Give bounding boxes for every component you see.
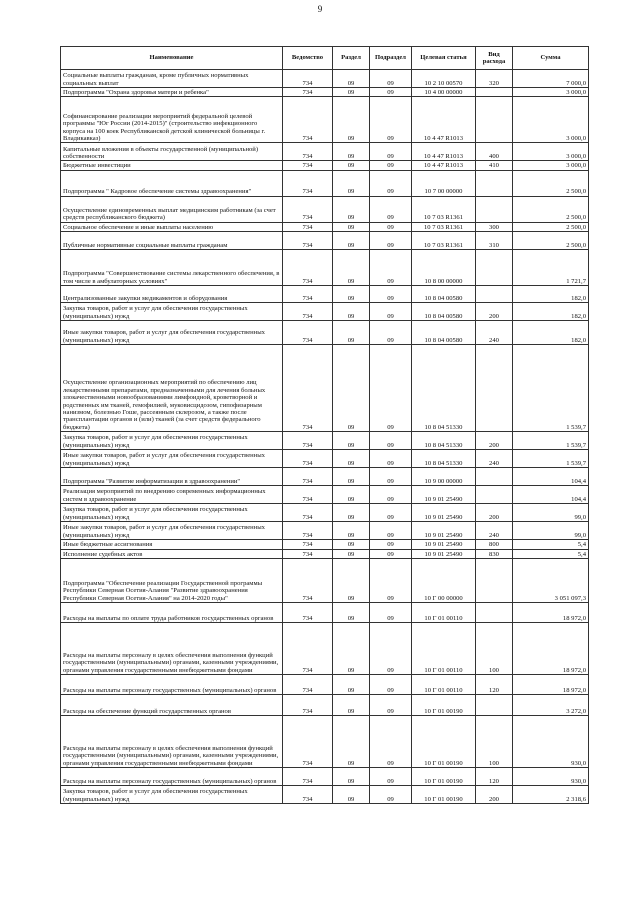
cell-name: Подпрограмма "Развитие информатизации в здравоохранении" xyxy=(61,468,283,486)
cell-subsection: 09 xyxy=(370,450,412,468)
table-row xyxy=(61,161,589,170)
cell-expense-type xyxy=(476,559,513,603)
cell-amount: 2 500,0 xyxy=(513,170,589,196)
cell-subsection: 09 xyxy=(370,232,412,250)
cell-subsection: 09 xyxy=(370,623,412,675)
cell-department: 734 xyxy=(283,549,333,558)
cell-subsection: 09 xyxy=(370,321,412,345)
cell-department: 734 xyxy=(283,486,333,504)
cell-expense-type: 240 xyxy=(476,522,513,540)
cell-name: Расходы на обеспечение функций государственных органов xyxy=(61,695,283,716)
cell-target-item: 10 9 00 00000 xyxy=(412,468,476,486)
cell-target-item: 10 8 04 00580 xyxy=(412,321,476,345)
cell-amount: 104,4 xyxy=(513,468,589,486)
table-row xyxy=(61,250,589,286)
cell-amount: 930,0 xyxy=(513,768,589,786)
cell-department: 734 xyxy=(283,603,333,623)
cell-name: Расходы на выплаты персоналу государственных (муниципальных) органов xyxy=(61,768,283,786)
cell-section: 09 xyxy=(333,540,370,549)
cell-department: 734 xyxy=(283,232,333,250)
cell-section: 09 xyxy=(333,675,370,695)
table-row xyxy=(61,716,589,768)
col-header-amount: Сумма xyxy=(513,47,589,70)
cell-expense-type xyxy=(476,695,513,716)
table-row xyxy=(61,222,589,231)
cell-section: 09 xyxy=(333,450,370,468)
table-row xyxy=(61,559,589,603)
table-row xyxy=(61,170,589,196)
cell-subsection: 09 xyxy=(370,768,412,786)
cell-department: 734 xyxy=(283,222,333,231)
cell-name: Расходы на выплаты по оплате труда работников государственных органов xyxy=(61,603,283,623)
cell-department: 734 xyxy=(283,161,333,170)
cell-section: 09 xyxy=(333,88,370,97)
table-row xyxy=(61,143,589,161)
cell-subsection: 09 xyxy=(370,522,412,540)
cell-section: 09 xyxy=(333,522,370,540)
table-row xyxy=(61,549,589,558)
table-row xyxy=(61,675,589,695)
cell-amount: 5,4 xyxy=(513,549,589,558)
cell-expense-type xyxy=(476,170,513,196)
cell-amount: 104,4 xyxy=(513,486,589,504)
cell-subsection: 09 xyxy=(370,559,412,603)
cell-target-item: 10 Г 01 00110 xyxy=(412,675,476,695)
cell-subsection: 09 xyxy=(370,716,412,768)
cell-name: Бюджетные инвестиции xyxy=(61,161,283,170)
cell-department: 734 xyxy=(283,286,333,303)
cell-expense-type: 240 xyxy=(476,321,513,345)
cell-section: 09 xyxy=(333,321,370,345)
cell-target-item: 10 Г 01 00110 xyxy=(412,603,476,623)
cell-amount: 2 500,0 xyxy=(513,232,589,250)
table-row xyxy=(61,97,589,143)
cell-name: Софинансирование реализации мероприятий федеральной целевой программы "Юг России (2014-2015)" (строительство инфекционного корпуса на 100 коек Республиканской детской клинической больницы г. Владикавказ) xyxy=(61,97,283,143)
table-row xyxy=(61,286,589,303)
cell-target-item: 10 8 04 51330 xyxy=(412,432,476,450)
cell-subsection: 09 xyxy=(370,161,412,170)
cell-section: 09 xyxy=(333,97,370,143)
page-number: 9 xyxy=(317,4,323,14)
cell-section: 09 xyxy=(333,232,370,250)
cell-amount: 1 539,7 xyxy=(513,450,589,468)
cell-subsection: 09 xyxy=(370,250,412,286)
cell-amount: 930,0 xyxy=(513,716,589,768)
cell-target-item: 10 Г 01 00190 xyxy=(412,786,476,804)
cell-department: 734 xyxy=(283,559,333,603)
cell-subsection: 09 xyxy=(370,70,412,88)
cell-subsection: 09 xyxy=(370,345,412,432)
table-row xyxy=(61,196,589,222)
cell-target-item: 10 Г 01 00190 xyxy=(412,768,476,786)
cell-department: 734 xyxy=(283,540,333,549)
cell-expense-type: 200 xyxy=(476,786,513,804)
cell-expense-type: 120 xyxy=(476,768,513,786)
cell-subsection: 09 xyxy=(370,504,412,522)
cell-target-item: 10 4 00 00000 xyxy=(412,88,476,97)
cell-subsection: 09 xyxy=(370,222,412,231)
col-header-expense-type: Вид расхода xyxy=(476,47,513,70)
cell-expense-type xyxy=(476,250,513,286)
cell-section: 09 xyxy=(333,549,370,558)
cell-department: 734 xyxy=(283,675,333,695)
cell-department: 734 xyxy=(283,70,333,88)
cell-expense-type xyxy=(476,468,513,486)
cell-expense-type xyxy=(476,486,513,504)
cell-expense-type: 120 xyxy=(476,675,513,695)
cell-target-item: 10 8 04 51330 xyxy=(412,450,476,468)
cell-amount: 2 500,0 xyxy=(513,196,589,222)
cell-name: Подпрограмма " Кадровое обеспечение системы здравоохранения" xyxy=(61,170,283,196)
cell-section: 09 xyxy=(333,250,370,286)
cell-amount: 3 051 097,3 xyxy=(513,559,589,603)
cell-subsection: 09 xyxy=(370,97,412,143)
cell-subsection: 09 xyxy=(370,303,412,321)
cell-subsection: 09 xyxy=(370,143,412,161)
cell-target-item: 10 4 47 R1013 xyxy=(412,161,476,170)
cell-expense-type xyxy=(476,345,513,432)
table-row xyxy=(61,786,589,804)
cell-name: Социальное обеспечение и иные выплаты населению xyxy=(61,222,283,231)
cell-expense-type: 830 xyxy=(476,549,513,558)
table-row xyxy=(61,70,589,88)
cell-amount: 1 721,7 xyxy=(513,250,589,286)
table-row xyxy=(61,522,589,540)
cell-department: 734 xyxy=(283,143,333,161)
cell-amount: 1 539,7 xyxy=(513,432,589,450)
cell-target-item: 10 7 03 R1361 xyxy=(412,222,476,231)
cell-subsection: 09 xyxy=(370,695,412,716)
cell-name: Закупка товаров, работ и услуг для обеспечения государственных (муниципальных) нужд xyxy=(61,504,283,522)
table-row xyxy=(61,232,589,250)
cell-department: 734 xyxy=(283,623,333,675)
budget-table xyxy=(60,46,589,804)
cell-department: 734 xyxy=(283,695,333,716)
cell-department: 734 xyxy=(283,97,333,143)
cell-amount: 3 000,0 xyxy=(513,97,589,143)
cell-amount: 3 000,0 xyxy=(513,88,589,97)
cell-expense-type: 200 xyxy=(476,504,513,522)
table-row xyxy=(61,450,589,468)
cell-subsection: 09 xyxy=(370,486,412,504)
cell-expense-type: 800 xyxy=(476,540,513,549)
cell-amount: 99,0 xyxy=(513,504,589,522)
cell-amount: 1 539,7 xyxy=(513,345,589,432)
cell-name: Иные бюджетные ассигнования xyxy=(61,540,283,549)
table-row xyxy=(61,540,589,549)
cell-name: Централизованные закупки медикаментов и оборудования xyxy=(61,286,283,303)
cell-expense-type xyxy=(476,603,513,623)
cell-target-item: 10 8 04 51330 xyxy=(412,345,476,432)
cell-department: 734 xyxy=(283,196,333,222)
cell-expense-type: 100 xyxy=(476,623,513,675)
cell-section: 09 xyxy=(333,70,370,88)
cell-target-item: 10 2 10 00570 xyxy=(412,70,476,88)
cell-section: 09 xyxy=(333,196,370,222)
cell-name: Реализация мероприятий по внедрению современных информационных систем в здравоохранение xyxy=(61,486,283,504)
cell-amount: 18 972,0 xyxy=(513,603,589,623)
cell-target-item: 10 4 47 R1013 xyxy=(412,97,476,143)
cell-amount: 2 318,6 xyxy=(513,786,589,804)
cell-expense-type: 300 xyxy=(476,222,513,231)
cell-expense-type xyxy=(476,286,513,303)
cell-amount: 2 500,0 xyxy=(513,222,589,231)
cell-department: 734 xyxy=(283,504,333,522)
table-row xyxy=(61,504,589,522)
cell-subsection: 09 xyxy=(370,170,412,196)
col-header-name: Наименование xyxy=(61,47,283,70)
cell-section: 09 xyxy=(333,143,370,161)
cell-target-item: 10 Г 00 00000 xyxy=(412,559,476,603)
cell-amount: 18 972,0 xyxy=(513,675,589,695)
cell-section: 09 xyxy=(333,286,370,303)
cell-section: 09 xyxy=(333,432,370,450)
cell-target-item: 10 Г 01 00190 xyxy=(412,716,476,768)
cell-name: Иные закупки товаров, работ и услуг для обеспечения государственных (муниципальных) нужд xyxy=(61,522,283,540)
cell-subsection: 09 xyxy=(370,603,412,623)
cell-name: Иные закупки товаров, работ и услуг для обеспечения государственных (муниципальных) нужд xyxy=(61,321,283,345)
cell-expense-type: 320 xyxy=(476,70,513,88)
table-row xyxy=(61,603,589,623)
cell-section: 09 xyxy=(333,486,370,504)
cell-amount: 18 972,0 xyxy=(513,623,589,675)
cell-amount: 3 000,0 xyxy=(513,143,589,161)
cell-subsection: 09 xyxy=(370,468,412,486)
table-row xyxy=(61,303,589,321)
cell-section: 09 xyxy=(333,695,370,716)
cell-department: 734 xyxy=(283,321,333,345)
cell-target-item: 10 8 04 00580 xyxy=(412,303,476,321)
table-row xyxy=(61,88,589,97)
cell-subsection: 09 xyxy=(370,196,412,222)
cell-target-item: 10 7 03 R1361 xyxy=(412,196,476,222)
table-row xyxy=(61,623,589,675)
cell-expense-type xyxy=(476,88,513,97)
cell-section: 09 xyxy=(333,161,370,170)
cell-amount: 182,0 xyxy=(513,303,589,321)
cell-target-item: 10 7 03 R1361 xyxy=(412,232,476,250)
cell-subsection: 09 xyxy=(370,88,412,97)
cell-expense-type: 240 xyxy=(476,450,513,468)
cell-name: Капитальные вложения в объекты государственной (муниципальной) собственности xyxy=(61,143,283,161)
cell-name: Осуществление организационных мероприятий по обеспечению лиц лекарственными препаратами, предназначенными для лечения больных злокачественными новообразованиями лимфоидной, кроветворной и родственных им тканей, гемофилией, муковисцидозом, гипофизарным нанизмом, болезнью Гоше, рассеянным склерозом, а также после трансплантации органов и (или) тканей (за счет средств федерального бюджета) xyxy=(61,345,283,432)
table-row xyxy=(61,768,589,786)
cell-subsection: 09 xyxy=(370,675,412,695)
col-header-target-item: Целевая статья xyxy=(412,47,476,70)
table-body xyxy=(61,70,589,804)
cell-name: Расходы на выплаты персоналу в целях обеспечения выполнения функций государственными (муниципальными) органами, казенными учреждениями, органами управления государственными внебюджетными фондами xyxy=(61,623,283,675)
cell-name: Подпрограмма "Обеспечение реализации Государственной программы Республики Северная Осетия-Алания "Развитие здравоохранения Республики Северная Осетия-Алания" на 2014-2020 годы" xyxy=(61,559,283,603)
cell-expense-type: 400 xyxy=(476,143,513,161)
cell-section: 09 xyxy=(333,768,370,786)
cell-expense-type: 410 xyxy=(476,161,513,170)
cell-department: 734 xyxy=(283,432,333,450)
cell-expense-type xyxy=(476,97,513,143)
cell-target-item: 10 8 04 00580 xyxy=(412,286,476,303)
cell-amount: 3 000,0 xyxy=(513,161,589,170)
cell-department: 734 xyxy=(283,250,333,286)
cell-amount: 182,0 xyxy=(513,321,589,345)
cell-name: Публичные нормативные социальные выплаты гражданам xyxy=(61,232,283,250)
cell-target-item: 10 Г 01 00110 xyxy=(412,623,476,675)
cell-expense-type: 310 xyxy=(476,232,513,250)
table-row xyxy=(61,432,589,450)
cell-target-item: 10 9 01 25490 xyxy=(412,522,476,540)
cell-name: Расходы на выплаты персоналу в целях обеспечения выполнения функций государственными (муниципальными) органами, казенными учреждениями, органами управления государственными внебюджетными фондами xyxy=(61,716,283,768)
cell-amount: 7 000,0 xyxy=(513,70,589,88)
cell-amount: 5,4 xyxy=(513,540,589,549)
col-header-subsection: Подраздел xyxy=(370,47,412,70)
cell-target-item: 10 4 47 R1013 xyxy=(412,143,476,161)
table-header-row xyxy=(61,47,589,70)
col-header-department: Ведомство xyxy=(283,47,333,70)
cell-amount: 182,0 xyxy=(513,286,589,303)
cell-department: 734 xyxy=(283,522,333,540)
cell-name: Подпрограмма "Совершенствование системы лекарственного обеспечения, в том числе в амбулаторных условиях" xyxy=(61,250,283,286)
cell-department: 734 xyxy=(283,450,333,468)
table-row xyxy=(61,486,589,504)
cell-amount: 99,0 xyxy=(513,522,589,540)
cell-target-item: 10 9 01 25490 xyxy=(412,486,476,504)
cell-section: 09 xyxy=(333,603,370,623)
cell-section: 09 xyxy=(333,786,370,804)
cell-subsection: 09 xyxy=(370,549,412,558)
cell-expense-type: 200 xyxy=(476,432,513,450)
cell-section: 09 xyxy=(333,716,370,768)
cell-name: Закупка товаров, работ и услуг для обеспечения государственных (муниципальных) нужд xyxy=(61,432,283,450)
cell-department: 734 xyxy=(283,768,333,786)
cell-department: 734 xyxy=(283,170,333,196)
cell-name: Подпрограмма "Охрана здоровья матери и ребенка" xyxy=(61,88,283,97)
cell-expense-type: 100 xyxy=(476,716,513,768)
cell-name: Закупка товаров, работ и услуг для обеспечения государственных (муниципальных) нужд xyxy=(61,786,283,804)
cell-subsection: 09 xyxy=(370,786,412,804)
cell-target-item: 10 7 00 00000 xyxy=(412,170,476,196)
cell-name: Осуществление единовременных выплат медицинским работникам (за счет средств республиканского бюджета) xyxy=(61,196,283,222)
cell-target-item: 10 8 00 00000 xyxy=(412,250,476,286)
cell-section: 09 xyxy=(333,222,370,231)
cell-name: Исполнение судебных актов xyxy=(61,549,283,558)
cell-name: Закупка товаров, работ и услуг для обеспечения государственных (муниципальных) нужд xyxy=(61,303,283,321)
cell-section: 09 xyxy=(333,623,370,675)
cell-subsection: 09 xyxy=(370,540,412,549)
cell-target-item: 10 Г 01 00190 xyxy=(412,695,476,716)
cell-department: 734 xyxy=(283,786,333,804)
cell-section: 09 xyxy=(333,170,370,196)
cell-department: 734 xyxy=(283,345,333,432)
table-row xyxy=(61,695,589,716)
cell-section: 09 xyxy=(333,303,370,321)
cell-subsection: 09 xyxy=(370,286,412,303)
cell-section: 09 xyxy=(333,559,370,603)
cell-department: 734 xyxy=(283,88,333,97)
cell-target-item: 10 9 01 25490 xyxy=(412,540,476,549)
cell-expense-type: 200 xyxy=(476,303,513,321)
cell-department: 734 xyxy=(283,303,333,321)
cell-section: 09 xyxy=(333,345,370,432)
cell-amount: 3 272,0 xyxy=(513,695,589,716)
cell-target-item: 10 9 01 25490 xyxy=(412,504,476,522)
table-row xyxy=(61,321,589,345)
cell-expense-type xyxy=(476,196,513,222)
col-header-section: Раздел xyxy=(333,47,370,70)
cell-section: 09 xyxy=(333,504,370,522)
cell-department: 734 xyxy=(283,468,333,486)
cell-name: Иные закупки товаров, работ и услуг для обеспечения государственных (муниципальных) нужд xyxy=(61,450,283,468)
budget-table-container xyxy=(60,46,588,804)
cell-subsection: 09 xyxy=(370,432,412,450)
table-row xyxy=(61,345,589,432)
cell-section: 09 xyxy=(333,468,370,486)
cell-name: Социальные выплаты гражданам, кроме публичных нормативных социальных выплат xyxy=(61,70,283,88)
cell-target-item: 10 9 01 25490 xyxy=(412,549,476,558)
cell-name: Расходы на выплаты персоналу государственных (муниципальных) органов xyxy=(61,675,283,695)
cell-department: 734 xyxy=(283,716,333,768)
table-row xyxy=(61,468,589,486)
